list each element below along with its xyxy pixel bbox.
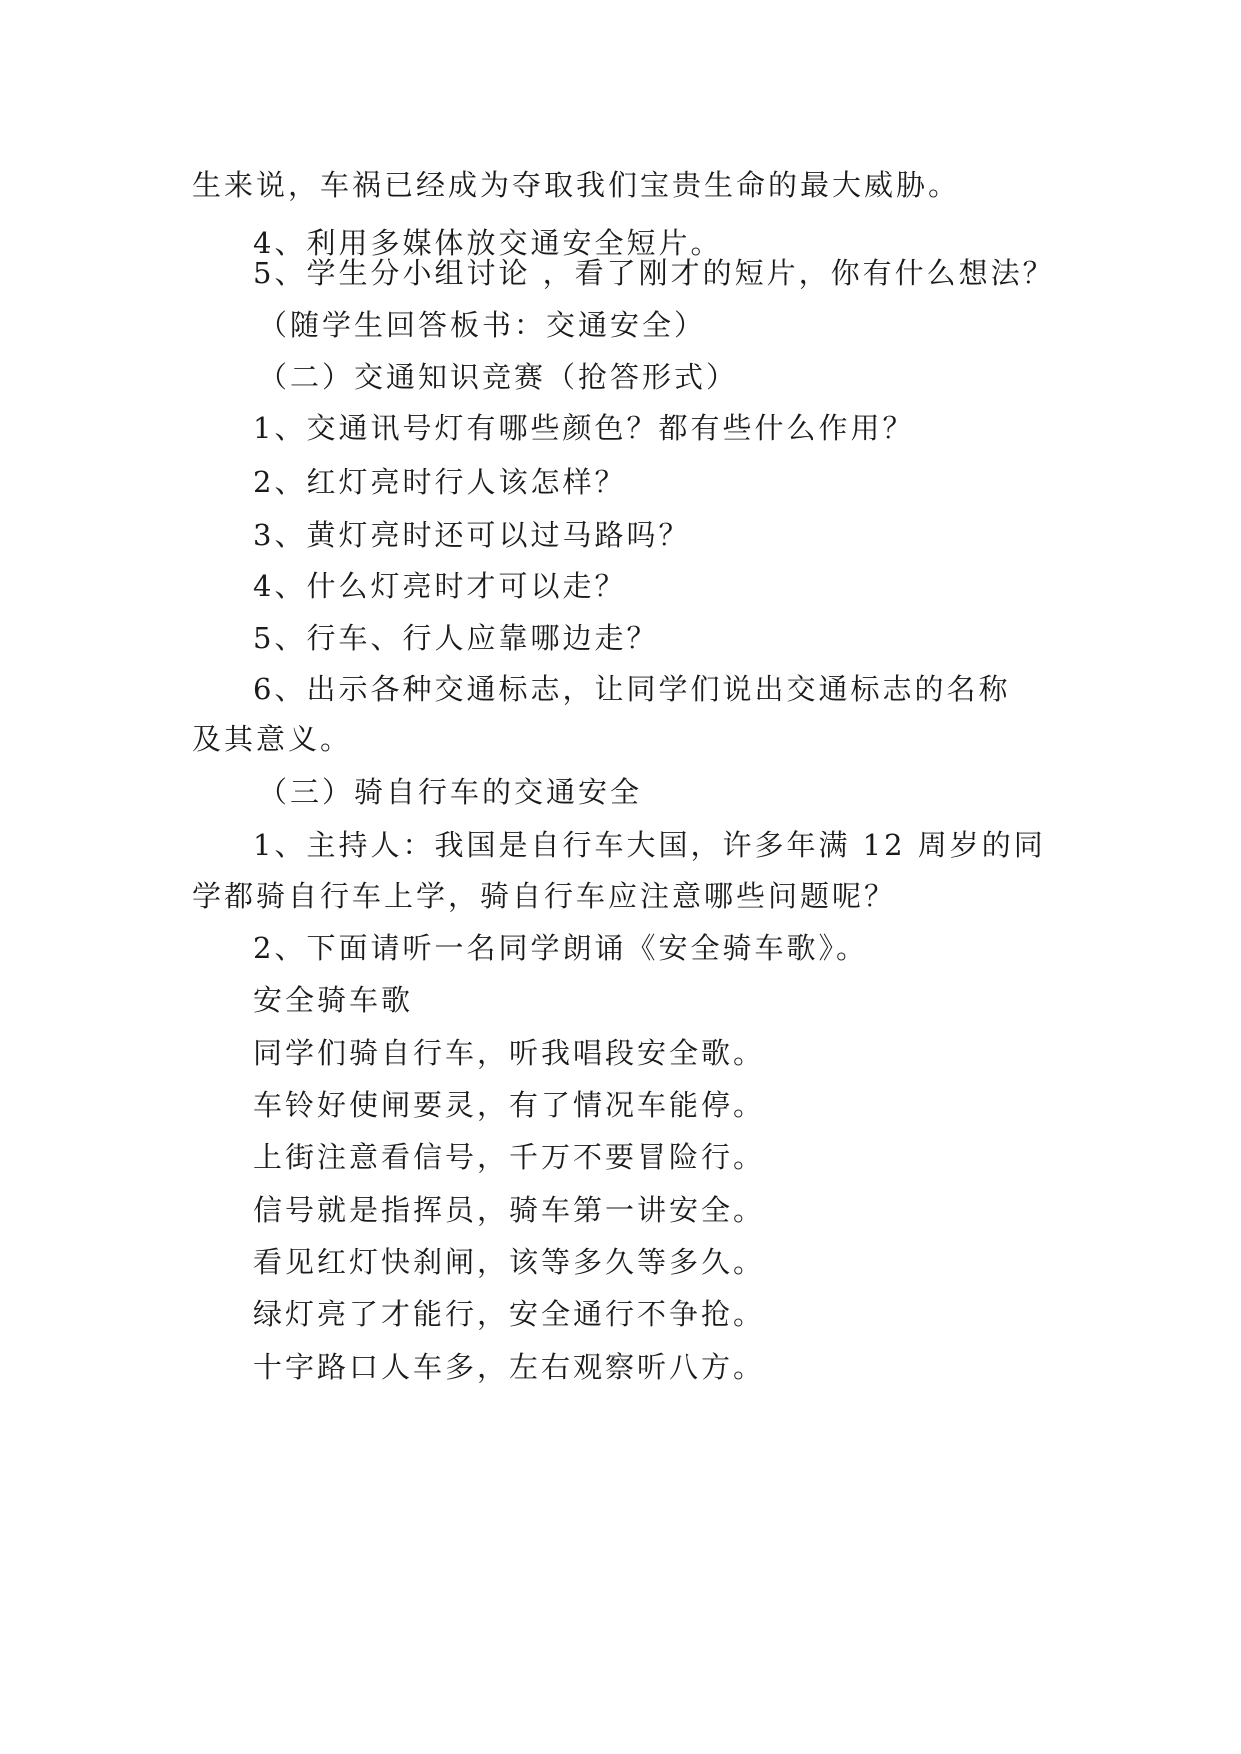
text-line-item: 5、学生分小组讨论 ，看了刚才的短片，你有什么想法？ — [253, 256, 1055, 290]
text-line-item: 6、出示各种交通标志，让同学们说出交通标志的名称 — [253, 672, 1011, 706]
poem-line: 上街注意看信号，千万不要冒险行。 — [253, 1140, 766, 1174]
text-line-item: 2、下面请听一名同学朗诵《安全骑车歌》。 — [253, 931, 868, 965]
poem-line: 看见红灯快刹闸，该等多久等多久。 — [253, 1245, 766, 1279]
section-heading: （三）骑自行车的交通安全 — [258, 775, 643, 809]
poem-title: 安全骑车歌 — [253, 983, 414, 1017]
text-line-item: 3、黄灯亮时还可以过马路吗？ — [253, 518, 691, 552]
text-line-continuation: 生来说，车祸已经成为夺取我们宝贵生命的最大威胁。 — [192, 168, 961, 202]
text-line-item: 2、红灯亮时行人该怎样？ — [253, 465, 627, 499]
text-line-continuation: 学都骑自行车上学，骑自行车应注意哪些问题呢？ — [192, 879, 897, 913]
poem-line: 车铃好使闸要灵，有了情况车能停。 — [253, 1088, 766, 1122]
text-line-note: （随学生回答板书：交通安全） — [258, 308, 707, 342]
poem-line: 十字路口人车多，左右观察听八方。 — [253, 1350, 766, 1384]
text-line-item: 5、行车、行人应靠哪边走？ — [253, 621, 659, 655]
poem-line: 绿灯亮了才能行，安全通行不争抢。 — [253, 1297, 766, 1331]
text-line-item: 4、什么灯亮时才可以走？ — [253, 569, 627, 603]
text-line-item: 4、利用多媒体放交通安全短片。 — [253, 226, 723, 260]
poem-line: 同学们骑自行车，听我唱段安全歌。 — [253, 1036, 766, 1070]
poem-line: 信号就是指挥员，骑车第一讲安全。 — [253, 1193, 766, 1227]
text-line-continuation: 及其意义。 — [192, 722, 353, 756]
text-line-item: 1、主持人：我国是自行车大国，许多年满 12 周岁的同 — [253, 828, 1046, 862]
text-line-item: 1、交通讯号灯有哪些颜色？都有些什么作用？ — [253, 411, 915, 445]
section-heading: （二）交通知识竞赛（抢答形式） — [258, 360, 739, 394]
